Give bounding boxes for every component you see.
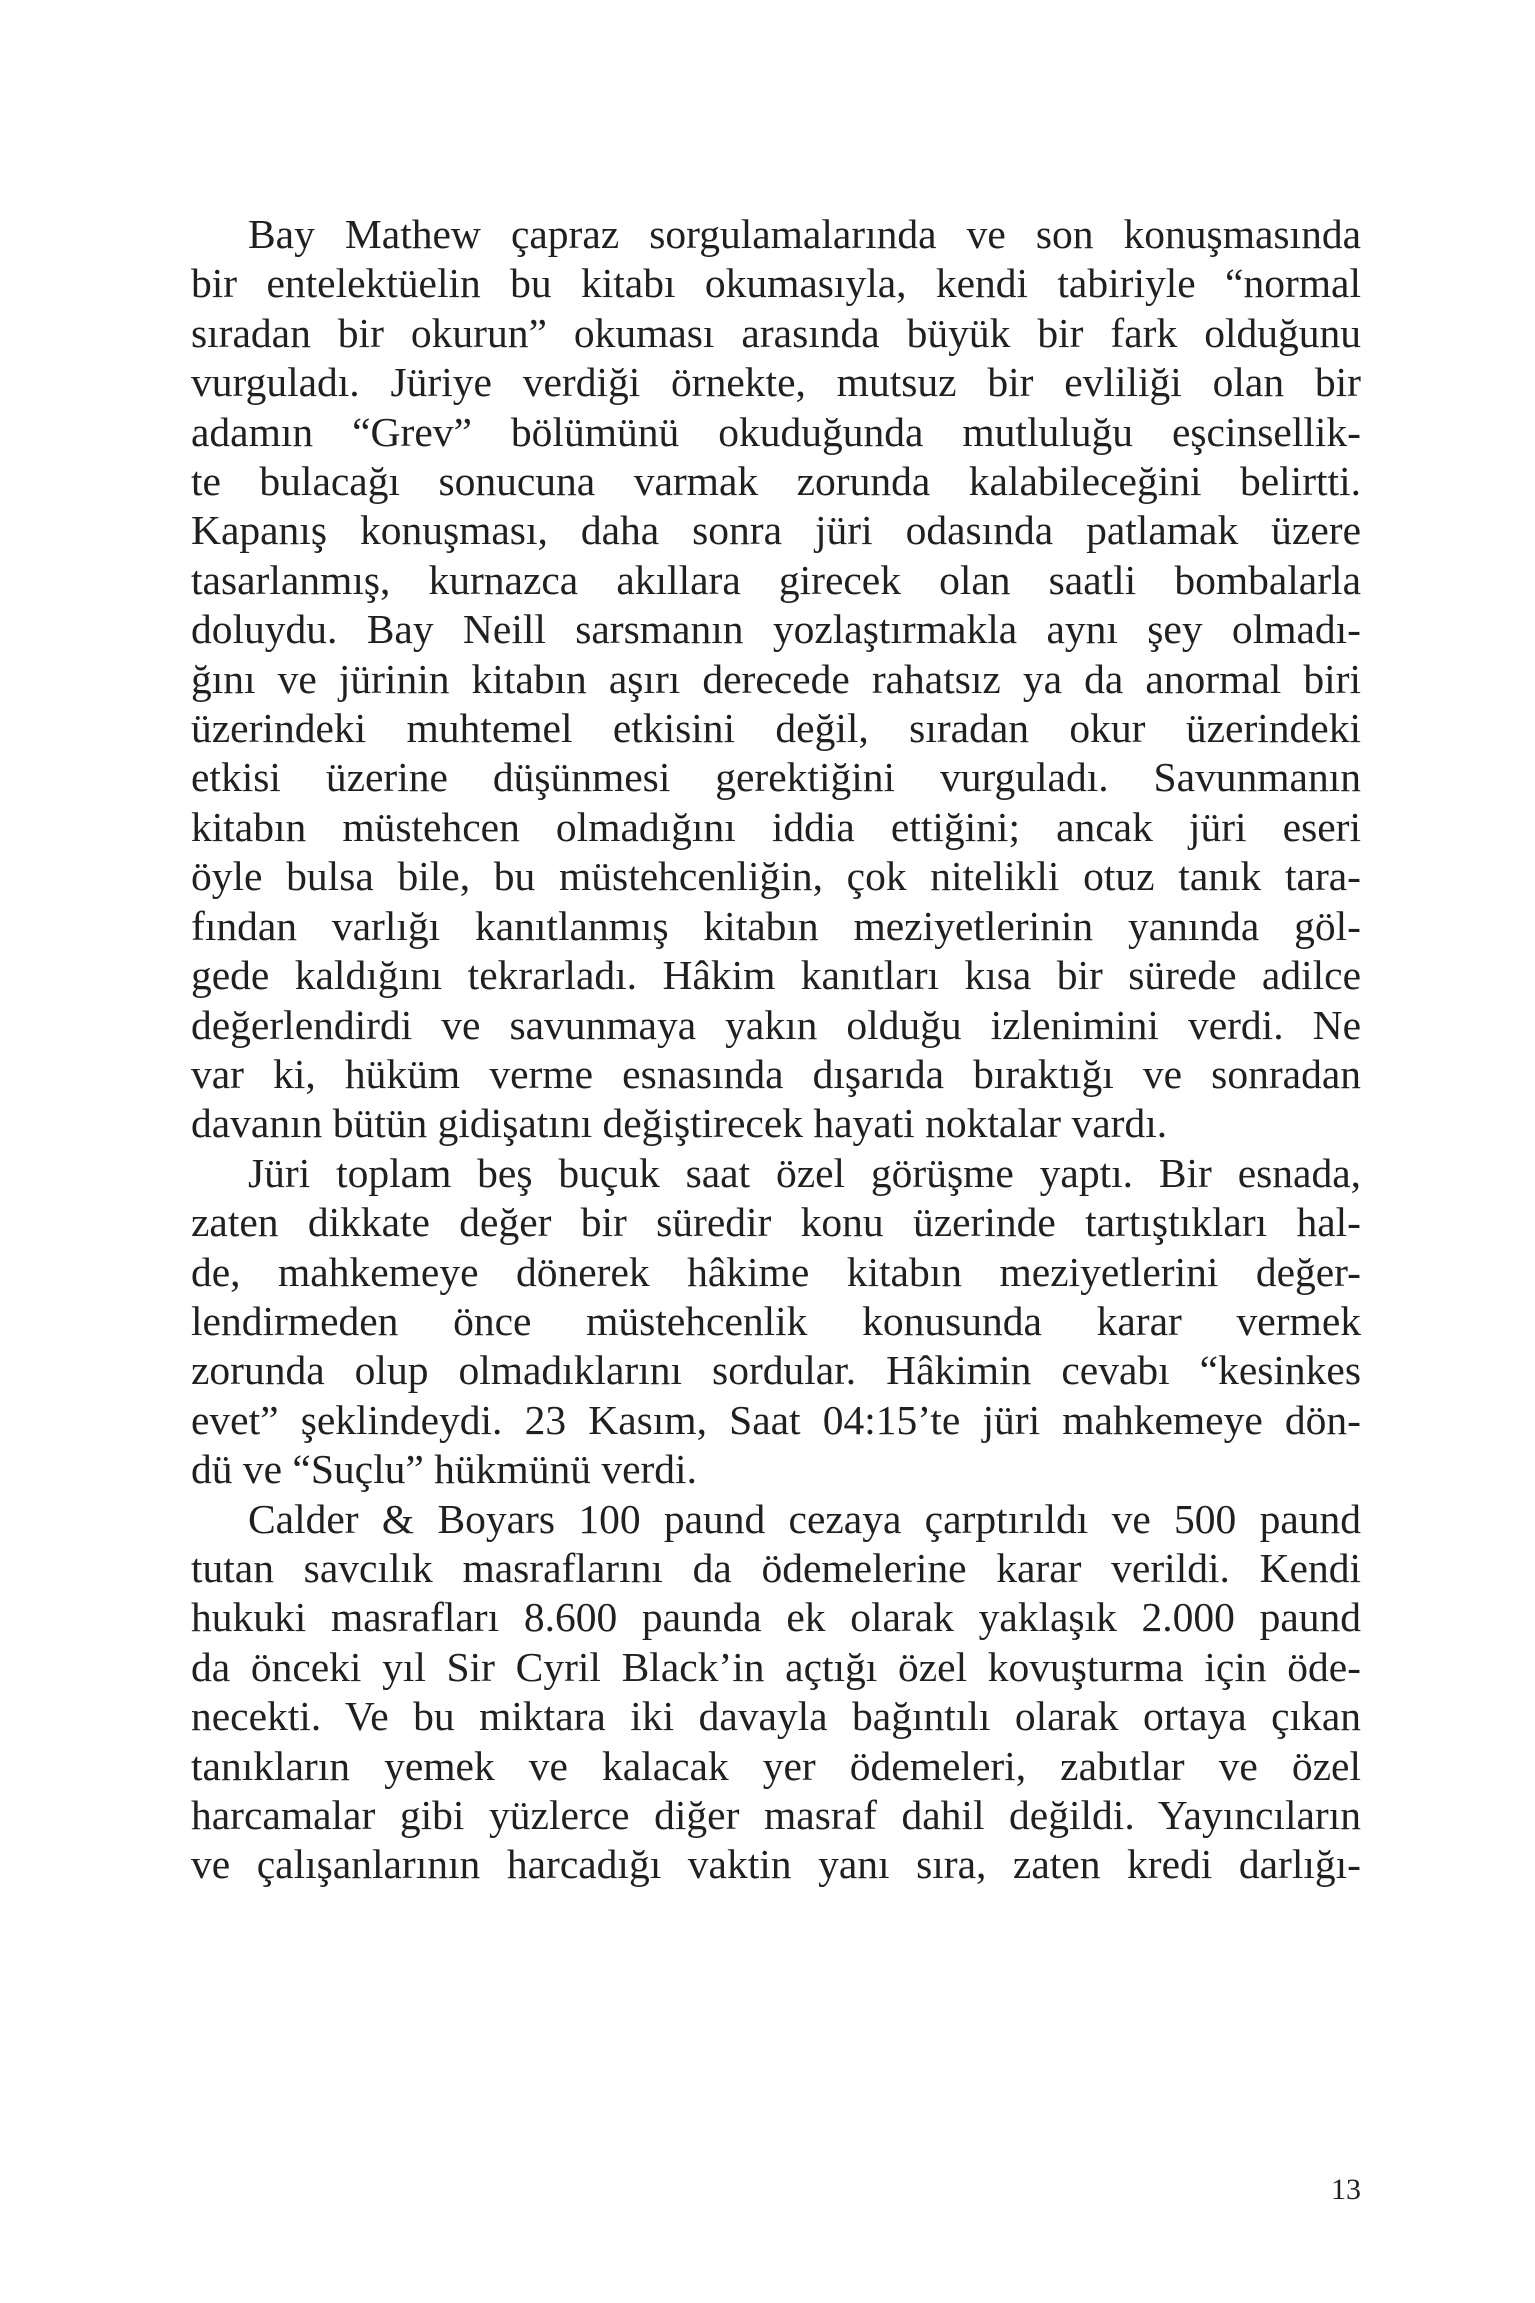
text-line: te bulacağı sonucuna varmak zorunda kalabileceğini belirtti.	[191, 458, 1361, 505]
text-line: etkisi üzerine düşünmesi gerektiğini vurguladı. Savunmanın	[191, 754, 1361, 801]
text-line: sıradan bir okurun” okuması arasında büyük bir fark olduğunu	[191, 309, 1361, 356]
text-line: harcamalar gibi yüzlerce diğer masraf dahil değildi. Yayıncıların	[191, 1792, 1361, 1838]
text-line: öyle bulsa bile, bu müstehcenliğin, çok nitelikli otuz tanık tara-	[191, 853, 1361, 900]
text-line: bir entelektüelin bu kitabı okumasıyla, kendi tabiriyle “normal	[191, 260, 1361, 307]
page-number: 13	[1331, 2173, 1361, 2206]
text-line: da önceki yıl Sir Cyril Black’in açtığı özel kovuşturma için öde-	[191, 1643, 1361, 1690]
text-line: Bay Mathew çapraz sorgulamalarında ve son konuşmasında	[248, 211, 1361, 257]
paragraph-1	[191, 210, 1361, 1149]
paragraph-2	[191, 1149, 1361, 1495]
text-line: lendirmeden önce müstehcenlik konusunda karar vermek	[191, 1297, 1361, 1344]
text-line: Kapanış konuşması, daha sonra jüri odasında patlamak üzere	[191, 507, 1361, 554]
text-line: değerlendirdi ve savunmaya yakın olduğu izlenimini verdi. Ne	[191, 1001, 1361, 1048]
text-line: de, mahkemeye dönerek hâkime kitabın meziyetlerini değer-	[191, 1248, 1361, 1295]
text-line: gede kaldığını tekrarladı. Hâkim kanıtları kısa bir sürede adilce	[191, 952, 1361, 999]
text-line: fından varlığı kanıtlanmış kitabın meziyetlerinin yanında göl-	[191, 902, 1361, 949]
text-line: tanıkların yemek ve kalacak yer ödemeleri, zabıtlar ve özel	[191, 1742, 1361, 1789]
text-line: necekti. Ve bu miktara iki davayla bağıntılı olarak ortaya çıkan	[191, 1693, 1361, 1740]
text-line: tutan savcılık masraflarını da ödemelerine karar verildi. Kendi	[191, 1544, 1361, 1591]
text-line: Jüri toplam beş buçuk saat özel görüşme yaptı. Bir esnada,	[248, 1149, 1361, 1196]
paragraph-3	[191, 1495, 1361, 1890]
text-line: üzerindeki muhtemel etkisini değil, sıradan okur üzerindeki	[191, 705, 1361, 752]
body-text	[191, 210, 1361, 1890]
text-line: zaten dikkate değer bir süredir konu üzerinde tartıştıkları hal-	[191, 1199, 1361, 1246]
text-line: ve çalışanlarının harcadığı vaktin yanı sıra, zaten kredi darlığı-	[191, 1841, 1361, 1888]
text-line: kitabın müstehcen olmadığını iddia ettiğini; ancak jüri eseri	[191, 803, 1361, 850]
text-line: adamın “Grev” bölümünü okuduğunda mutluluğu eşcinsellik-	[191, 408, 1361, 455]
text-line: tasarlanmış, kurnazca akıllara girecek olan saatli bombalarla	[191, 556, 1361, 603]
text-line: Calder & Boyars 100 paund cezaya çarptırıldı ve 500 paund	[248, 1495, 1361, 1542]
text-line: davanın bütün gidişatını değiştirecek hayati noktalar vardı.	[191, 1100, 1168, 1147]
text-line: doluydu. Bay Neill sarsmanın yozlaştırmakla aynı şey olmadı-	[191, 606, 1361, 653]
text-line: zorunda olup olmadıklarını sordular. Hâkimin cevabı “kesinkes	[191, 1347, 1361, 1394]
text-line: dü ve “Suçlu” hükmünü verdi.	[191, 1446, 697, 1493]
text-line: ğını ve jürinin kitabın aşırı derecede rahatsız ya da anormal biri	[191, 655, 1361, 702]
text-line: vurguladı. Jüriye verdiği örnekte, mutsuz bir evliliği olan bir	[191, 359, 1361, 406]
text-line: evet” şeklindeydi. 23 Kasım, Saat 04:15’te jüri mahkemeye dön-	[191, 1396, 1361, 1443]
text-line: hukuki masrafları 8.600 paunda ek olarak yaklaşık 2.000 paund	[191, 1594, 1361, 1641]
text-line: var ki, hüküm verme esnasında dışarıda bıraktığı ve sonradan	[191, 1050, 1361, 1097]
